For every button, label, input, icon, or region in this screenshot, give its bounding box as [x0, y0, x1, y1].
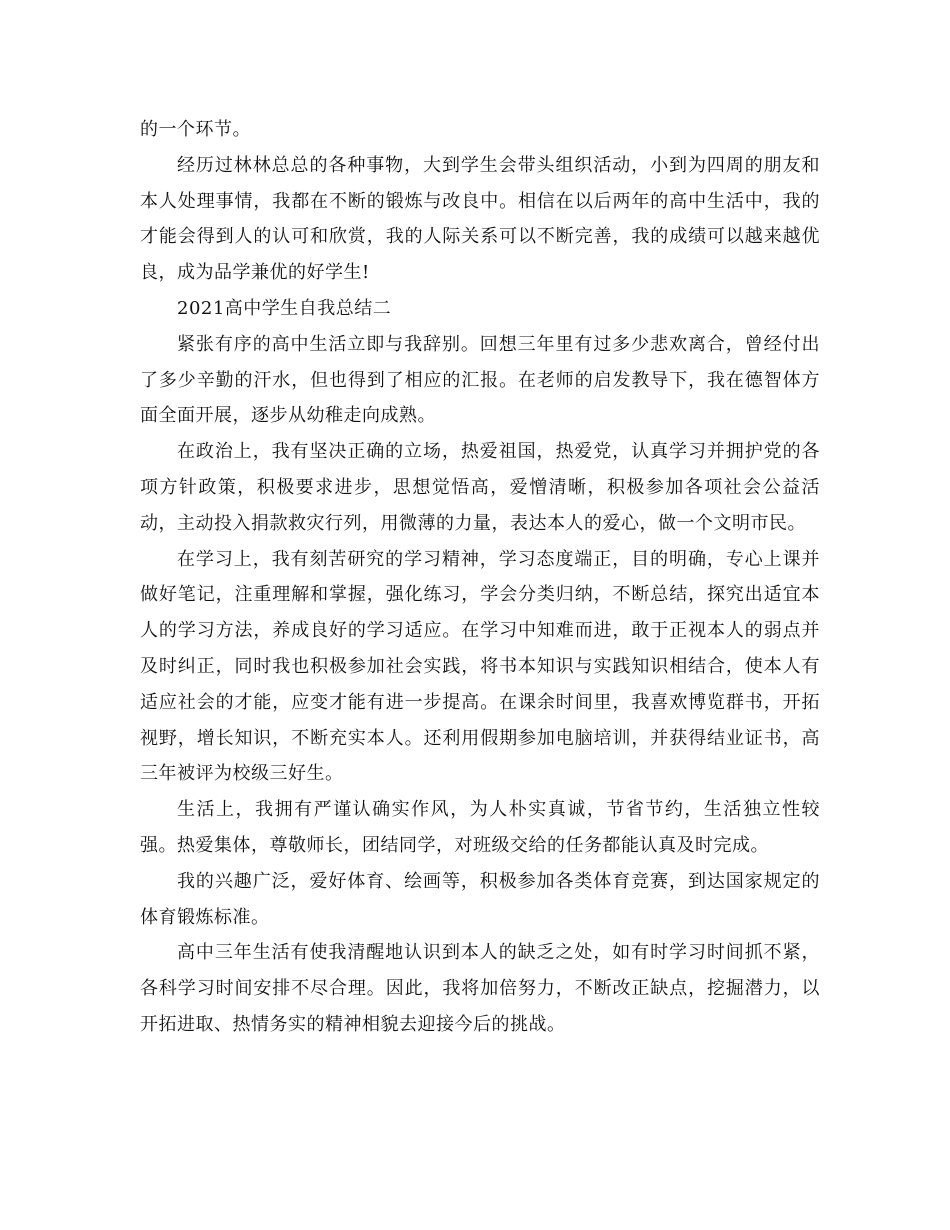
paragraph-study: 在学习上，我有刻苦研究的学习精神，学习态度端正，目的明确，专心上课并做好笔记，注重理解和掌握，强化练习，学会分类归纳，不断总结，探究出适宜本人的学习方法，养成良好的学习适应。在学习中知难而进，敢于正视本人的弱点并及时纠正，同时我也积极参加社会实践，将书本知识与实践知识相结合，使本人有适应社会的才能，应变才能有进一步提高。在课余时间里，我喜欢博览群书，开拓视野，增长知识，不断充实本人。还利用假期参加电脑培训，并获得结业证书，高三年被评为校级三好生。: [140, 548, 820, 785]
paragraph-interests: 我的兴趣广泛，爱好体育、绘画等，积极参加各类体育竞赛，到达国家规定的体育锻炼标准。: [140, 870, 820, 928]
document-body: [140, 112, 820, 1043]
paragraph-life: 生活上，我拥有严谨认确实作风，为人朴实真诚，节省节约，生活独立性较强。热爱集体，尊敬师长，团结同学，对班级交给的任务都能认真及时完成。: [140, 799, 820, 856]
paragraph-politics: 在政治上，我有坚决正确的立场，热爱祖国，热爱党，认真学习并拥护党的各项方针政策，积极要求进步，思想觉悟高，爱憎清晰，积极参加各项社会公益活动，主动投入捐款救灾行列，用微薄的力量，表达本人的爱心，做一个文明市民。: [140, 441, 820, 534]
paragraph-conclusion: 高中三年生活有使我清醒地认识到本人的缺乏之处，如有时学习时间抓不紧，各科学习时间安排不尽合理。因此，我将加倍努力，不断改正缺点，挖掘潜力，以开拓进取、热情务实的精神相貌去迎接今后的挑战。: [140, 942, 820, 1035]
paragraph-experience: 经历过林林总总的各种事物，大到学生会带头组织活动，小到为四周的朋友和本人处理事情，我都在不断的锻炼与改良中。相信在以后两年的高中生活中，我的才能会得到人的认可和欣赏，我的人际关系可以不断完善，我的成绩可以越来越优良，成为品学兼优的好学生!: [140, 154, 820, 284]
paragraph-continuation: 的一个环节。: [140, 119, 251, 140]
section-heading: 2021高中学生自我总结二: [177, 297, 392, 319]
paragraph-intro: 紧张有序的高中生活立即与我辞别。回想三年里有过多少悲欢离合，曾经付出了多少辛勤的汗水，但也得到了相应的汇报。在老师的启发教导下，我在德智体方面全面开展，逐步从幼稚走向成熟。: [140, 333, 820, 427]
